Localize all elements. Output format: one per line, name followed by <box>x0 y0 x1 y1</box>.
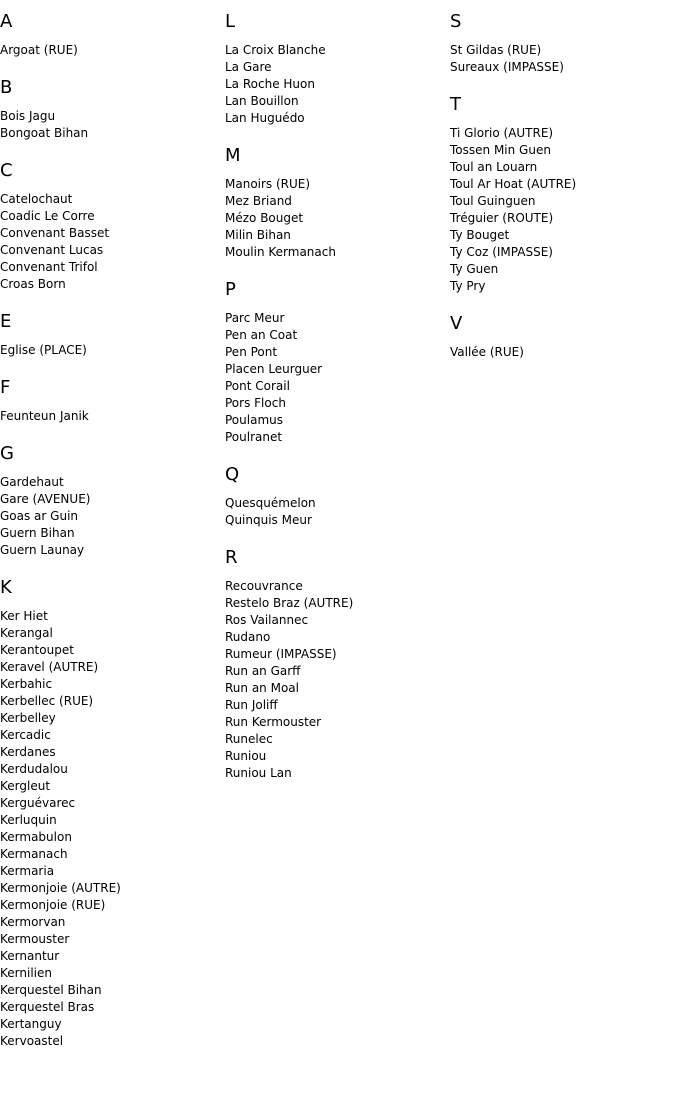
street-link[interactable]: Gare (AVENUE) <box>0 492 91 506</box>
street-link[interactable]: Mézo Bouget <box>225 211 304 225</box>
section-letter-heading: T <box>450 94 461 115</box>
street-column-1 <box>0 11 220 1068</box>
street-list <box>0 191 220 293</box>
street-link[interactable]: Croas Born <box>0 277 66 291</box>
street-list <box>225 176 445 261</box>
street-link[interactable]: Pors Floch <box>225 396 286 410</box>
street-link[interactable]: Kerbahic <box>0 677 53 691</box>
letter-section <box>450 94 670 295</box>
street-link[interactable]: La Roche Huon <box>225 77 315 91</box>
street-link[interactable]: Manoirs (RUE) <box>225 177 311 191</box>
street-link[interactable]: Ty Coz (IMPASSE) <box>450 245 553 259</box>
street-link[interactable]: Run an Garff <box>225 664 301 678</box>
street-list <box>0 108 220 142</box>
street-link[interactable]: Quinquis Meur <box>225 513 312 527</box>
street-link[interactable]: Kerquestel Bras <box>0 1000 95 1014</box>
street-link[interactable]: Keravel (AUTRE) <box>0 660 99 674</box>
section-letter-heading: P <box>225 279 236 300</box>
street-link[interactable]: Runiou Lan <box>225 766 292 780</box>
street-list <box>225 310 445 446</box>
street-link[interactable]: Toul Ar Hoat (AUTRE) <box>450 177 577 191</box>
street-link[interactable]: Kercadic <box>0 728 51 742</box>
letter-section <box>0 377 220 425</box>
street-link[interactable]: Placen Leurguer <box>225 362 323 376</box>
street-link[interactable]: Pont Corail <box>225 379 290 393</box>
street-link[interactable]: Kerantoupet <box>0 643 74 657</box>
street-link[interactable]: Ty Bouget <box>450 228 510 242</box>
street-link[interactable]: Kerangal <box>0 626 53 640</box>
street-link[interactable]: Ty Pry <box>450 279 486 293</box>
street-link[interactable]: Kernilien <box>0 966 52 980</box>
street-link[interactable]: Catelochaut <box>0 192 73 206</box>
street-list <box>225 495 445 529</box>
street-link[interactable]: Quesquémelon <box>225 496 316 510</box>
street-link[interactable]: Vallée (RUE) <box>450 345 524 359</box>
street-link[interactable]: Kernantur <box>0 949 60 963</box>
street-link[interactable]: Kertanguy <box>0 1017 62 1031</box>
street-link[interactable]: Kerquestel Bihan <box>0 983 102 997</box>
street-link[interactable]: Sureaux (IMPASSE) <box>450 60 564 74</box>
street-link[interactable]: Coadic Le Corre <box>0 209 95 223</box>
section-letter-heading: G <box>0 443 14 464</box>
street-list <box>0 342 220 359</box>
street-link[interactable]: Lan Bouillon <box>225 94 299 108</box>
section-letter-heading: L <box>225 11 236 32</box>
street-link[interactable]: Poulamus <box>225 413 283 427</box>
letter-section <box>0 77 220 142</box>
street-link[interactable]: Rumeur (IMPASSE) <box>225 647 337 661</box>
letter-section <box>0 311 220 359</box>
street-link[interactable]: Kerguévarec <box>0 796 76 810</box>
street-link[interactable]: Tréguier (ROUTE) <box>450 211 554 225</box>
street-link[interactable]: Restelo Braz (AUTRE) <box>225 596 354 610</box>
section-letter-heading: Q <box>225 464 240 485</box>
street-link[interactable]: Ker Hiet <box>0 609 48 623</box>
street-link[interactable]: Toul an Louarn <box>450 160 538 174</box>
street-link[interactable]: Kermaria <box>0 864 55 878</box>
street-link[interactable]: Guern Bihan <box>0 526 75 540</box>
street-link[interactable]: Gardehaut <box>0 475 64 489</box>
street-list <box>0 42 220 59</box>
street-link[interactable]: Guern Launay <box>0 543 85 557</box>
street-link[interactable]: Toul Guinguen <box>450 194 536 208</box>
street-list <box>450 125 670 295</box>
street-link[interactable]: Pen an Coat <box>225 328 298 342</box>
section-letter-heading: B <box>0 77 13 98</box>
section-letter-heading: K <box>0 577 12 598</box>
letter-section <box>225 11 445 127</box>
street-list <box>0 474 220 559</box>
section-letter-heading: F <box>0 377 11 398</box>
street-link[interactable]: Kermonjoie (RUE) <box>0 898 106 912</box>
street-link[interactable]: Runelec <box>225 732 273 746</box>
street-link[interactable]: Parc Meur <box>225 311 285 325</box>
street-link[interactable]: Kermanach <box>0 847 68 861</box>
street-link[interactable]: Recouvrance <box>225 579 303 593</box>
street-link[interactable]: Pen Pont <box>225 345 278 359</box>
letter-section <box>450 11 670 76</box>
letter-section <box>225 464 445 529</box>
street-link[interactable]: St Gildas (RUE) <box>450 43 542 57</box>
street-link[interactable]: Kerluquin <box>0 813 57 827</box>
street-list <box>450 42 670 76</box>
section-letter-heading: R <box>225 547 238 568</box>
section-letter-heading: S <box>450 11 462 32</box>
street-link[interactable]: Kerdanes <box>0 745 56 759</box>
street-link[interactable]: Ti Glorio (AUTRE) <box>450 126 554 140</box>
letter-section <box>0 160 220 293</box>
street-link[interactable]: Bois Jagu <box>0 109 56 123</box>
street-link[interactable]: Kerbelley <box>0 711 56 725</box>
letter-section <box>225 547 445 782</box>
street-link[interactable]: Kervoastel <box>0 1034 64 1048</box>
street-link[interactable]: Convenant Trifol <box>0 260 98 274</box>
street-link[interactable]: Eglise (PLACE) <box>0 343 87 357</box>
street-link[interactable]: Run Joliff <box>225 698 278 712</box>
street-link[interactable]: Rudano <box>225 630 271 644</box>
section-letter-heading: E <box>0 311 12 332</box>
street-link[interactable]: Run Kermouster <box>225 715 322 729</box>
street-list <box>225 42 445 127</box>
street-link[interactable]: Kerbellec (RUE) <box>0 694 94 708</box>
street-link[interactable]: Kermorvan <box>0 915 66 929</box>
street-link[interactable]: Milin Bihan <box>225 228 291 242</box>
street-column-2 <box>225 11 445 800</box>
street-column-3 <box>450 11 670 379</box>
street-list <box>450 344 670 361</box>
street-link[interactable]: Argoat (RUE) <box>0 43 78 57</box>
street-link[interactable]: Mez Briand <box>225 194 292 208</box>
section-letter-heading: A <box>0 11 13 32</box>
street-list <box>0 608 220 1050</box>
street-link[interactable]: Ros Vailannec <box>225 613 309 627</box>
street-link[interactable]: Bongoat Bihan <box>0 126 89 140</box>
letter-section <box>225 145 445 261</box>
street-link[interactable]: Lan Huguédo <box>225 111 305 125</box>
section-letter-heading: V <box>450 313 463 334</box>
street-link[interactable]: Goas ar Guin <box>0 509 79 523</box>
street-link[interactable]: Kermabulon <box>0 830 72 844</box>
street-link[interactable]: Kermouster <box>0 932 70 946</box>
street-link[interactable]: Convenant Basset <box>0 226 110 240</box>
street-link[interactable]: Kerdudalou <box>0 762 68 776</box>
letter-section <box>450 313 670 361</box>
street-link[interactable]: Kermonjoie (AUTRE) <box>0 881 121 895</box>
street-link[interactable]: Ty Guen <box>450 262 499 276</box>
section-letter-heading: M <box>225 145 241 166</box>
street-link[interactable]: Moulin Kermanach <box>225 245 336 259</box>
street-link[interactable]: La Croix Blanche <box>225 43 326 57</box>
street-link[interactable]: Poulranet <box>225 430 283 444</box>
street-link[interactable]: Feunteun Janik <box>0 409 89 423</box>
street-list <box>225 578 445 782</box>
street-link[interactable]: Tossen Min Guen <box>450 143 551 157</box>
letter-section <box>225 279 445 446</box>
street-link[interactable]: Run an Moal <box>225 681 299 695</box>
street-link[interactable]: La Gare <box>225 60 272 74</box>
letter-section <box>0 577 220 1050</box>
street-link[interactable]: Convenant Lucas <box>0 243 104 257</box>
street-list <box>0 408 220 425</box>
letter-section <box>0 11 220 59</box>
section-letter-heading: C <box>0 160 13 181</box>
letter-section <box>0 443 220 559</box>
street-link[interactable]: Runiou <box>225 749 267 763</box>
street-link[interactable]: Kergleut <box>0 779 51 793</box>
